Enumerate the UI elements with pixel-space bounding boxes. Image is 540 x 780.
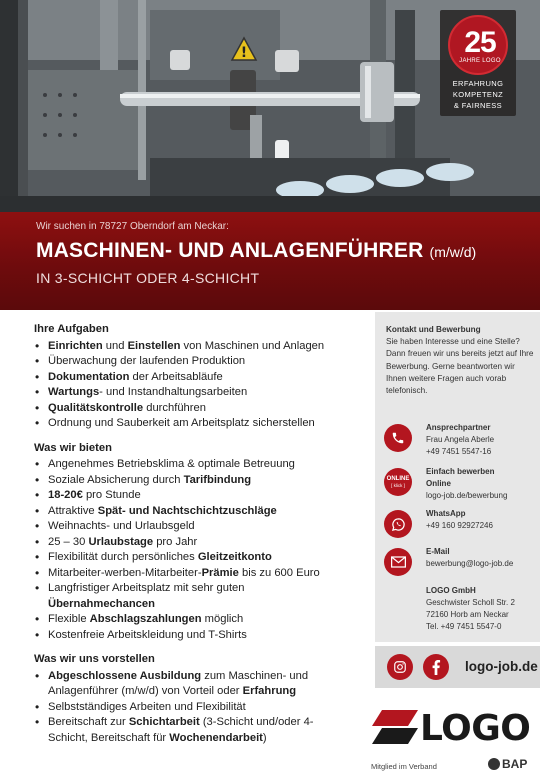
list-item-text: Wartungs <box>48 386 100 398</box>
list-item <box>34 385 352 401</box>
list-item-text: Ordnung und Sauberkeit am Arbeitsplatz sicherstellen <box>48 417 315 429</box>
list-item-text: Schichtarbeit <box>128 716 200 728</box>
list-item-text: Selbstständiges Arbeiten und Flexibilität <box>48 700 246 713</box>
list-item <box>34 504 352 520</box>
company-city: 72160 Horb am Neckar <box>426 610 509 619</box>
company-street: Geschwister Scholl Str. 2 <box>426 598 515 607</box>
list-item <box>34 339 352 355</box>
list-item-text: Einstellen <box>127 339 181 352</box>
list-item-text: Attraktive <box>48 504 98 517</box>
list-item <box>34 700 352 716</box>
requirement-list <box>34 669 352 747</box>
email-title: E-Mail <box>426 547 450 556</box>
list-item-text: 18-20€ <box>48 489 83 501</box>
list-item-text: Soziale Absicherung durch <box>48 473 184 486</box>
online-icon-label: ONLINE <box>386 476 410 482</box>
whatsapp-text <box>426 508 540 532</box>
list-item <box>34 566 352 582</box>
section-aufgaben <box>34 322 352 432</box>
list-item-text: und <box>102 339 128 352</box>
list-item <box>34 612 352 628</box>
list-item-text: Langfristiger Arbeitsplatz mit sehr guten <box>48 582 245 594</box>
list-item-text: Urlaubstage <box>88 535 154 548</box>
list-item-text: - und Instandhaltungsarbeiten <box>99 386 248 398</box>
email-address[interactable]: bewerbung@logo-job.de <box>426 559 514 568</box>
list-item-text: durchführen <box>143 401 206 414</box>
job-title-banner <box>0 212 540 310</box>
list-item <box>34 669 352 700</box>
section-title: Was wir bieten <box>34 441 112 454</box>
list-item-text: Übernahmechancen <box>48 597 155 610</box>
list-item <box>34 535 352 551</box>
list-item-text: Weihnachts- und Urlaubsgeld <box>48 520 195 532</box>
section-title: Was wir uns vorstellen <box>34 653 155 665</box>
list-item-text: ) <box>262 731 267 744</box>
whatsapp-row <box>384 510 540 550</box>
company-name: LOGO GmbH <box>426 586 476 595</box>
list-item-text: bis zu 600 Euro <box>238 566 320 579</box>
list-item-text: zum Maschinen- und Anlagenführer (m/w/d) von Vorteil oder <box>48 669 309 697</box>
list-item <box>34 519 352 535</box>
list-item-text: Bereitschaft zur <box>48 716 129 728</box>
anniversary-badge <box>440 10 516 116</box>
online-apply-url[interactable]: logo-job.de/bewerbung <box>426 491 508 500</box>
instagram-icon[interactable] <box>387 654 413 680</box>
section-bieten <box>34 441 352 644</box>
list-item-text: Flexibilität durch persönliches <box>48 551 198 563</box>
list-item <box>34 457 352 473</box>
bap-logo <box>488 757 527 771</box>
list-item <box>34 628 352 644</box>
list-item-text: Mitarbeiter-werben-Mitarbeiter- <box>48 566 202 579</box>
online-apply-row[interactable] <box>384 468 540 508</box>
email-row <box>384 548 540 588</box>
contact-person-title: Ansprechpartner <box>426 423 491 432</box>
list-item-text: (3-Schicht und/oder 4-Schicht, Bereitschaft für <box>48 716 314 744</box>
facebook-icon[interactable] <box>423 654 449 680</box>
list-item-text: Spät- und Nachtschichtzuschläge <box>97 504 277 517</box>
social-bar <box>375 646 540 688</box>
contact-person-phone[interactable]: +49 7451 5547-16 <box>426 447 492 456</box>
company-address <box>426 585 515 633</box>
contact-title: Kontakt und Bewerbung <box>386 325 481 334</box>
whatsapp-phone[interactable]: +49 160 92927246 <box>426 521 493 530</box>
list-item <box>34 488 352 504</box>
list-item <box>34 370 352 386</box>
list-item-text: von Maschinen und Anlagen <box>180 339 325 352</box>
job-title-text: MASCHINEN- UND ANLAGENFÜHRER <box>36 239 424 262</box>
list-item <box>34 473 352 489</box>
list-item-text: Erfahrung <box>242 685 297 697</box>
phone-icon <box>384 424 412 452</box>
contact-intro <box>386 324 536 397</box>
online-icon-sublabel: [ klick ] <box>391 483 405 488</box>
list-item-text: möglich <box>201 613 244 625</box>
list-item-text: der Arbeitsabläufe <box>129 370 223 383</box>
list-item-text: Qualitätskontrolle <box>48 401 144 414</box>
svg-text:!: ! <box>240 45 248 61</box>
task-list <box>34 339 352 432</box>
mail-icon <box>384 548 412 576</box>
website-link[interactable]: logo-job.de <box>465 659 538 674</box>
job-title <box>36 239 476 263</box>
online-apply-icon[interactable] <box>384 468 412 496</box>
list-item-text: Wochenendarbeit <box>169 731 263 744</box>
badge-claim: & FAIRNESS <box>453 101 503 110</box>
list-item-text: pro Stunde <box>82 489 141 501</box>
email-text <box>426 546 540 570</box>
company-phone[interactable]: Tel. +49 7451 5547-0 <box>426 622 502 631</box>
list-item-text: Angenehmes Betriebsklima & optimale Betreuung <box>48 458 295 470</box>
company-logo: LOGO <box>420 708 531 749</box>
list-item-text: Kostenfreie Arbeitskleidung und T-Shirts <box>48 628 247 641</box>
list-item-text: Tarifbindung <box>183 473 252 486</box>
badge-number: 25 <box>464 26 496 59</box>
whatsapp-title: WhatsApp <box>426 509 466 518</box>
online-apply-text <box>426 466 540 502</box>
list-item <box>34 354 352 370</box>
list-item-text: Flexible <box>48 613 90 625</box>
banner-intro: Wir suchen in 78727 Oberndorf am Neckar: <box>36 221 229 232</box>
list-item-text: Abschlagszahlungen <box>89 613 202 625</box>
contact-person-row <box>384 424 540 464</box>
hero-photo <box>0 0 540 212</box>
online-apply-title: Einfach bewerben <box>426 467 495 476</box>
main-content <box>34 322 352 755</box>
list-item <box>34 416 352 432</box>
list-item <box>34 581 352 612</box>
contact-person-text <box>426 422 540 458</box>
benefit-list <box>34 457 352 643</box>
list-item-text: 25 – 30 <box>48 535 89 548</box>
badge-subtitle: JAHRE LOGO <box>459 58 501 64</box>
logo-mark-icon <box>372 706 418 744</box>
member-label: Mitglied im Verband <box>371 762 437 771</box>
section-title: Ihre Aufgaben <box>34 323 109 335</box>
badge-circle <box>448 15 508 75</box>
list-item-text: Einrichten <box>48 339 103 352</box>
job-subtitle: IN 3-SCHICHT ODER 4-SCHICHT <box>36 270 260 286</box>
contact-text: Sie haben Interesse und eine Stelle? Dann freuen wir uns bereits jetzt auf Ihre Bewerbung. Gerne beantworten wir Ihnen weitere Fragen auch vorab telefonisch. <box>386 337 534 396</box>
badge-claim: KOMPETENZ <box>452 90 504 99</box>
bap-text: BAP <box>502 757 528 771</box>
list-item-text: Dokumentation <box>48 370 130 383</box>
list-item <box>34 550 352 566</box>
list-item-text: pro Jahr <box>153 535 198 548</box>
list-item <box>34 401 352 417</box>
bap-mark-icon <box>488 758 500 770</box>
online-apply-label: Online <box>426 479 451 488</box>
list-item <box>34 715 352 746</box>
list-item-text: Prämie <box>201 566 239 579</box>
contact-sidebar <box>375 312 540 642</box>
badge-claim: ERFAHRUNG <box>452 79 504 88</box>
list-item-text: Überwachung der laufenden Produktion <box>48 355 246 367</box>
job-title-suffix: (m/w/d) <box>429 244 477 260</box>
contact-person-name: Frau Angela Aberle <box>426 435 495 444</box>
section-vorstellen <box>34 652 352 746</box>
list-item-text: Abgeschlossene Ausbildung <box>48 669 202 682</box>
list-item-text: Gleitzeitkonto <box>197 551 272 563</box>
badge-claims <box>442 78 514 111</box>
whatsapp-icon <box>384 510 412 538</box>
